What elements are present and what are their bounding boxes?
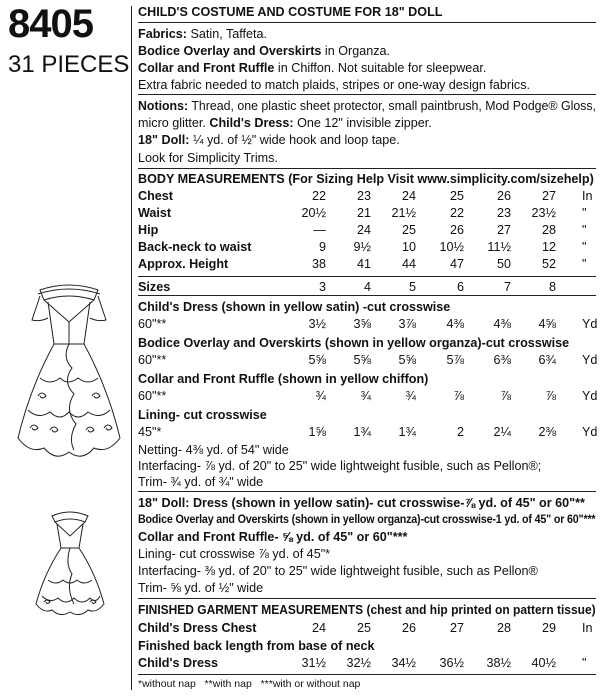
divider — [138, 598, 596, 599]
yardage-value: 4⅜ — [493, 317, 511, 331]
yardage-value: ⅞ — [545, 389, 556, 403]
bodice-fabric-text: in Organza. — [321, 44, 391, 58]
finished-dress-value: 36½ — [439, 656, 464, 670]
column-divider — [131, 6, 132, 690]
notions-line-1 — [138, 98, 596, 114]
size-value: 6 — [456, 280, 464, 294]
measurement-value: 23 — [496, 206, 511, 220]
yardage-value: ¾ — [315, 389, 326, 403]
divider — [138, 295, 596, 296]
measurement-value: 10½ — [439, 240, 464, 254]
footnote: *without nap **with nap ***with or without nap — [138, 678, 361, 690]
size-value: 7 — [503, 280, 511, 294]
size-value: 4 — [363, 280, 371, 294]
finished-dress-unit: " — [582, 656, 587, 670]
finished-dress-label: Child's Dress — [138, 656, 218, 670]
measurement-value: 27 — [496, 223, 511, 237]
measurement-value: — — [313, 223, 326, 237]
yardage-value: 6¾ — [538, 353, 556, 367]
right-column — [138, 0, 600, 698]
measurement-value: 23½ — [531, 206, 556, 220]
doll-dress-line: 18" Doll: Dress (shown in yellow satin)- cut crosswise-⅞ yd. of 45" or 60"** — [138, 496, 585, 510]
measurement-value: 22 — [311, 189, 326, 203]
measurement-label: Chest — [138, 189, 173, 203]
finished-chest-value: 24 — [311, 621, 326, 635]
yardage-value: ¾ — [405, 389, 416, 403]
measurement-value: 47 — [449, 257, 464, 271]
measurement-unit: " — [582, 223, 587, 237]
divider — [138, 168, 596, 169]
yardage-value: ⅞ — [453, 389, 464, 403]
doll-interfacing-line: Interfacing- ⅜ yd. of 20" to 25" wide lightweight fusible, such as Pellon® — [138, 564, 538, 578]
measurement-value: 23 — [356, 189, 371, 203]
measurement-value: 20½ — [301, 206, 326, 220]
yardage-unit: Yd — [582, 317, 598, 331]
measurement-value: 25 — [401, 223, 416, 237]
finished-dress-value: 34½ — [391, 656, 416, 670]
measurement-value: 28 — [541, 223, 556, 237]
measurement-value: 44 — [401, 257, 416, 271]
yardage-value: 6⅜ — [493, 353, 511, 367]
finished-chest-value: 25 — [356, 621, 371, 635]
fabrics-text: Satin, Taffeta. — [187, 27, 268, 41]
measurement-value: 25 — [449, 189, 464, 203]
title: CHILD'S COSTUME AND COSTUME FOR 18" DOLL — [138, 5, 443, 19]
size-value: 8 — [548, 280, 556, 294]
left-column — [0, 0, 132, 698]
yardage-unit: Yd — [582, 353, 598, 367]
size-value: 3 — [318, 280, 326, 294]
yardage-value: 2 — [456, 425, 464, 439]
bodice-fabric-label: Bodice Overlay and Overskirts — [138, 44, 322, 58]
finished-dress-value: 38½ — [486, 656, 511, 670]
measurement-label: Approx. Height — [138, 257, 229, 271]
yardage-value: 5⅞ — [446, 353, 464, 367]
divider — [138, 22, 596, 23]
yardage-unit: Yd — [582, 425, 598, 439]
notions-text-3: ¼ yd. of ½" wide hook and loop tape. — [189, 133, 400, 147]
doll-dress-illustration — [30, 508, 110, 628]
finished-dress-value: 32½ — [346, 656, 371, 670]
fabrics-label: Fabrics: — [138, 27, 187, 41]
finished-chest-value: 28 — [496, 621, 511, 635]
divider — [138, 276, 596, 277]
measurement-label: Back-neck to waist — [138, 240, 252, 254]
measurement-value: 12 — [541, 240, 556, 254]
measurement-value: 9½ — [353, 240, 371, 254]
collar-fabric-line — [138, 60, 486, 76]
yardage-value: 4⅜ — [446, 317, 464, 331]
sizes-label: Sizes — [138, 280, 171, 294]
netting-line: Netting- 4⅜ yd. of 54" wide — [138, 443, 289, 457]
measurement-value: 10 — [401, 240, 416, 254]
trim-line: Trim- ¾ yd. of ¾" wide — [138, 475, 264, 489]
pattern-number: 8405 — [8, 2, 93, 46]
fabric-width: 45"* — [138, 425, 162, 439]
bodice-fabric-line — [138, 43, 390, 59]
size-value: 5 — [408, 280, 416, 294]
doll-bodice-line: Bodice Overlay and Overskirts (shown in yellow organza)-cut crosswise-1 yd. of 45" or 60"*** — [138, 513, 596, 526]
measurement-unit: " — [582, 257, 587, 271]
yardage-value: 3½ — [308, 317, 326, 331]
fabric-width: 60"** — [138, 353, 167, 367]
trims-note: Look for Simplicity Trims. — [138, 151, 278, 165]
measurement-value: 21½ — [391, 206, 416, 220]
yardage-value: 5⅝ — [353, 353, 371, 367]
doll-lining-line: Lining- cut crosswise ⅞ yd. of 45"* — [138, 547, 331, 561]
body-measurements-heading: BODY MEASUREMENTS (For Sizing Help Visit www.simplicity.com/sizehelp) — [138, 172, 594, 186]
notions-line-2 — [138, 115, 432, 131]
extra-fabric-note: Extra fabric needed to match plaids, stripes or one-way design fabrics. — [138, 78, 530, 92]
divider — [138, 674, 596, 675]
measurement-value: 24 — [401, 189, 416, 203]
notions-line-3 — [138, 132, 400, 148]
yardage-value: 3⅞ — [398, 317, 416, 331]
doll-trim-line: Trim- ⅝ yd. of ½" wide — [138, 581, 264, 595]
doll-label: 18" Doll: — [138, 133, 190, 147]
child-dress-illustration — [10, 278, 128, 478]
interfacing-line: Interfacing- ⅞ yd. of 20" to 25" wide lightweight fusible, such as Pellon®; — [138, 459, 542, 473]
yardage-value: 1¾ — [353, 425, 371, 439]
measurement-value: 50 — [496, 257, 511, 271]
notions-text-2b: One 12" invisible zipper. — [293, 116, 432, 130]
measurement-unit: " — [582, 206, 587, 220]
pieces-count: 31 PIECES — [8, 51, 130, 78]
yardage-value: 2⅜ — [538, 425, 556, 439]
finished-chest-value: 29 — [541, 621, 556, 635]
measurement-unit: In — [582, 189, 593, 203]
yardage-value: 2¼ — [493, 425, 511, 439]
measurement-value: 11½ — [487, 240, 511, 254]
yardage-section-heading: Collar and Front Ruffle (shown in yellow chiffon) — [138, 372, 429, 386]
yardage-value: 4⅝ — [538, 317, 556, 331]
notions-text: Thread, one plastic sheet protector, small paintbrush, Mod Podge® Gloss, — [188, 99, 596, 113]
finished-dress-value: 40½ — [531, 656, 556, 670]
divider — [138, 94, 596, 95]
measurement-value: 9 — [318, 240, 326, 254]
finished-dress-value: 31½ — [301, 656, 326, 670]
finished-chest-value: 26 — [401, 621, 416, 635]
measurement-value: 24 — [356, 223, 371, 237]
yardage-section-heading: Lining- cut crosswise — [138, 408, 267, 422]
measurement-label: Hip — [138, 223, 159, 237]
doll-collar-line: Collar and Front Ruffle- ⅝ yd. of 45" or 60"*** — [138, 530, 408, 544]
measurement-value: 22 — [449, 206, 464, 220]
notions-text-2a: micro glitter. — [138, 116, 210, 130]
collar-fabric-text: in Chiffon. Not suitable for sleepwear. — [274, 61, 487, 75]
fabric-width: 60"** — [138, 389, 167, 403]
finished-chest-unit: In — [582, 621, 593, 635]
childs-dress-label: Child's Dress: — [209, 116, 294, 130]
measurement-value: 26 — [496, 189, 511, 203]
measurement-value: 26 — [449, 223, 464, 237]
yardage-value: 1⅝ — [308, 425, 326, 439]
measurement-value: 38 — [311, 257, 326, 271]
notions-label: Notions: — [138, 99, 189, 113]
collar-fabric-label: Collar and Front Ruffle — [138, 61, 275, 75]
yardage-value: 3⅝ — [353, 317, 371, 331]
yardage-value: 5⅝ — [398, 353, 416, 367]
divider — [138, 491, 596, 492]
yardage-section-heading: Child's Dress (shown in yellow satin) -cut crosswise — [138, 300, 451, 314]
measurement-label: Waist — [138, 206, 172, 220]
measurement-unit: " — [582, 240, 587, 254]
measurement-value: 21 — [356, 206, 371, 220]
finished-chest-value: 27 — [449, 621, 464, 635]
yardage-section-heading: Bodice Overlay and Overskirts (shown in yellow organza)-cut crosswise — [138, 336, 570, 350]
yardage-unit: Yd — [582, 389, 598, 403]
measurement-value: 41 — [356, 257, 371, 271]
fabrics-line — [138, 26, 267, 42]
yardage-value: ⅞ — [500, 389, 511, 403]
measurement-value: 27 — [541, 189, 556, 203]
yardage-value: 5⅝ — [308, 353, 326, 367]
yardage-value: 1¾ — [398, 425, 416, 439]
finished-back-label: Finished back length from base of neck — [138, 639, 375, 653]
finished-chest-label: Child's Dress Chest — [138, 621, 257, 635]
fabric-width: 60"** — [138, 317, 167, 331]
measurement-value: 52 — [541, 257, 556, 271]
yardage-value: ¾ — [360, 389, 371, 403]
finished-heading: FINISHED GARMENT MEASUREMENTS (chest and hip printed on pattern tissue) — [138, 603, 596, 617]
